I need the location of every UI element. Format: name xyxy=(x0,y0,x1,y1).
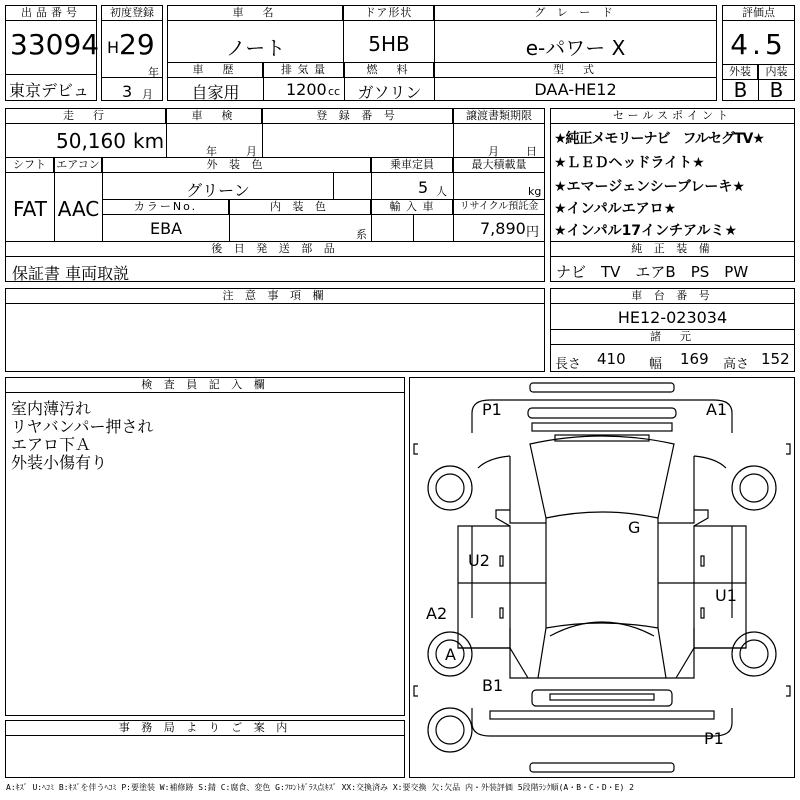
mark-p1-front: P1 xyxy=(482,400,502,419)
km-unit: km xyxy=(133,129,165,153)
sales-point: ★エマージェンシーブレーキ★ xyxy=(554,179,745,195)
recycle-label: リサイクル預託金 xyxy=(454,200,544,215)
sales-point: ★インパル17インチアルミ★ xyxy=(554,223,738,239)
car-name: ノート xyxy=(225,36,286,60)
inspector-note: エアロ下Ａ xyxy=(11,435,92,454)
import-label: 輸 入 車 xyxy=(372,200,453,215)
grade: e-パワー X xyxy=(525,36,626,60)
car-outline xyxy=(410,378,794,777)
office-label: 事 務 局 よ り ご 案 内 xyxy=(6,721,404,736)
color-no-label: カラーNo. xyxy=(103,200,229,215)
length: 410 xyxy=(597,350,626,368)
color-no: EBA xyxy=(149,219,183,238)
ac-label: エアコン xyxy=(55,158,102,173)
notes-label: 注 意 事 項 欄 xyxy=(6,289,544,304)
transfer-day-unit: 日 xyxy=(526,145,537,158)
mark-p1-rear: P1 xyxy=(704,729,724,748)
era: H xyxy=(107,38,120,57)
shift: FAT xyxy=(12,197,47,221)
model-label: 型 式 xyxy=(435,63,716,78)
sales-label: セールスポイント xyxy=(551,109,794,124)
shift-label: シフト xyxy=(6,158,54,173)
ext-grade: B xyxy=(733,78,748,102)
ext-label: 外装 xyxy=(723,65,758,80)
car-name-label: 車 名 xyxy=(168,6,343,21)
lot-number: 33094 xyxy=(10,28,100,61)
exterior-color-label: 外 装 色 xyxy=(103,158,371,173)
history-label: 車 歴 xyxy=(168,63,263,78)
dealer: 東京デビュ xyxy=(9,81,90,100)
mark-b1-bumper: B1 xyxy=(482,676,504,695)
sales-points-block xyxy=(550,108,795,282)
name-cell xyxy=(167,5,717,101)
inspector-note: 室内薄汚れ xyxy=(11,399,92,418)
yen-unit: 円 xyxy=(526,225,540,240)
transfer-label: 譲渡書類期限 xyxy=(454,109,544,124)
reg-month: 3 xyxy=(122,82,133,101)
inspector-note: リヤバンパー押され xyxy=(11,417,154,436)
car-diagram xyxy=(409,377,795,778)
postparts-label: 後 日 発 送 部 品 xyxy=(6,242,544,257)
fuel-label: 燃 料 xyxy=(345,63,434,78)
displacement-label: 排 気 量 xyxy=(264,63,344,78)
details-block xyxy=(5,108,545,282)
person-unit: 人 xyxy=(436,185,447,198)
capacity: 5 xyxy=(418,178,429,197)
mark-g-glass: G xyxy=(628,518,641,537)
series-unit: 系 xyxy=(356,228,367,241)
score-label: 評価点 xyxy=(723,6,794,21)
mileage: 50,160 xyxy=(56,129,126,153)
sales-point: ★インパルエアロ★ xyxy=(554,201,677,217)
equipment-label: 純 正 装 備 xyxy=(551,242,794,257)
cc-unit: cc xyxy=(328,85,341,98)
door-label: ドア形状 xyxy=(344,6,434,21)
chassis-label: 車 台 番 号 xyxy=(551,289,794,304)
chassis-number: HE12-023034 xyxy=(617,308,728,327)
transfer-month-unit: 月 xyxy=(488,145,499,158)
score-cell xyxy=(722,5,795,101)
displacement: 1200 xyxy=(286,80,327,99)
mark-a2-fender: A2 xyxy=(426,604,448,623)
capacity-label: 乗車定員 xyxy=(372,158,453,173)
legend: A:ｷｽﾞ U:ﾍｺﾐ B:ｷｽﾞを伴うﾍｺﾐ P:要塗装 W:補修跡 S:錆 C:腐食、変色 G:ﾌﾛﾝﾄｶﾞﾗｽ点ｷｽﾞ XX:交換済み X:要交換 欠:欠品 内・外装評価 5段階ﾗﾝｸ順(A・B・C・D・E) 2 xyxy=(6,783,634,792)
first-reg-label: 初度登録 xyxy=(102,6,162,21)
width-label: 幅 xyxy=(649,357,663,372)
lot-label: 出品番号 xyxy=(6,6,96,21)
interior-color-label: 内 装 色 xyxy=(230,200,371,215)
mark-u2-door: U2 xyxy=(468,551,490,570)
fuel: ガソリン xyxy=(357,83,422,102)
ac: AAC xyxy=(57,197,100,221)
dims-label: 諸 元 xyxy=(551,330,794,345)
chassis-block xyxy=(550,288,795,372)
height-label: 高さ xyxy=(723,357,750,372)
insp-month-unit: 月 xyxy=(246,145,257,158)
score: 4.5 xyxy=(730,28,787,61)
load-label: 最大積載量 xyxy=(454,158,544,173)
year-unit: 年 xyxy=(148,66,159,79)
insp-year-unit: 年 xyxy=(206,145,217,158)
height: 152 xyxy=(761,350,790,368)
reg-number-label: 登 録 番 号 xyxy=(263,109,453,124)
inspector-note: 外装小傷有り xyxy=(11,453,108,472)
notes-block xyxy=(5,288,545,372)
sales-point: ★純正メモリーナビ フルセグTV★ xyxy=(554,131,764,147)
mark-u1-door: U1 xyxy=(715,586,737,605)
model: DAA-HE12 xyxy=(534,80,617,99)
first-registration-cell xyxy=(101,5,163,101)
mark-a-wheel: A xyxy=(445,645,456,664)
reg-year: 29 xyxy=(119,28,155,61)
mileage-label: 走 行 xyxy=(6,109,166,124)
exterior-color: グリーン xyxy=(186,181,250,200)
inspection-label: 車 検 xyxy=(167,109,262,124)
month-unit: 月 xyxy=(142,88,153,101)
inspector-block xyxy=(5,377,405,716)
int-label: 内装 xyxy=(759,65,794,80)
office-block xyxy=(5,720,405,778)
length-label: 長さ xyxy=(555,357,582,372)
postparts: 保証書 車両取説 xyxy=(12,264,130,283)
inspector-label: 検 査 員 記 入 欄 xyxy=(6,378,404,393)
recycle-fee: 7,890 xyxy=(480,219,526,238)
equipment: ナビ TV エアB PS PW xyxy=(556,263,749,281)
grade-label: グ レ ー ド xyxy=(435,6,716,21)
history: 自家用 xyxy=(191,83,240,102)
kg-unit: kg xyxy=(528,185,542,198)
door-shape: 5HB xyxy=(368,32,410,56)
mark-a1-front: A1 xyxy=(706,400,728,419)
int-grade: B xyxy=(769,78,784,102)
sales-point: ★ＬＥＤヘッドライト★ xyxy=(554,155,705,171)
width: 169 xyxy=(680,350,709,368)
lot-cell xyxy=(5,5,100,101)
